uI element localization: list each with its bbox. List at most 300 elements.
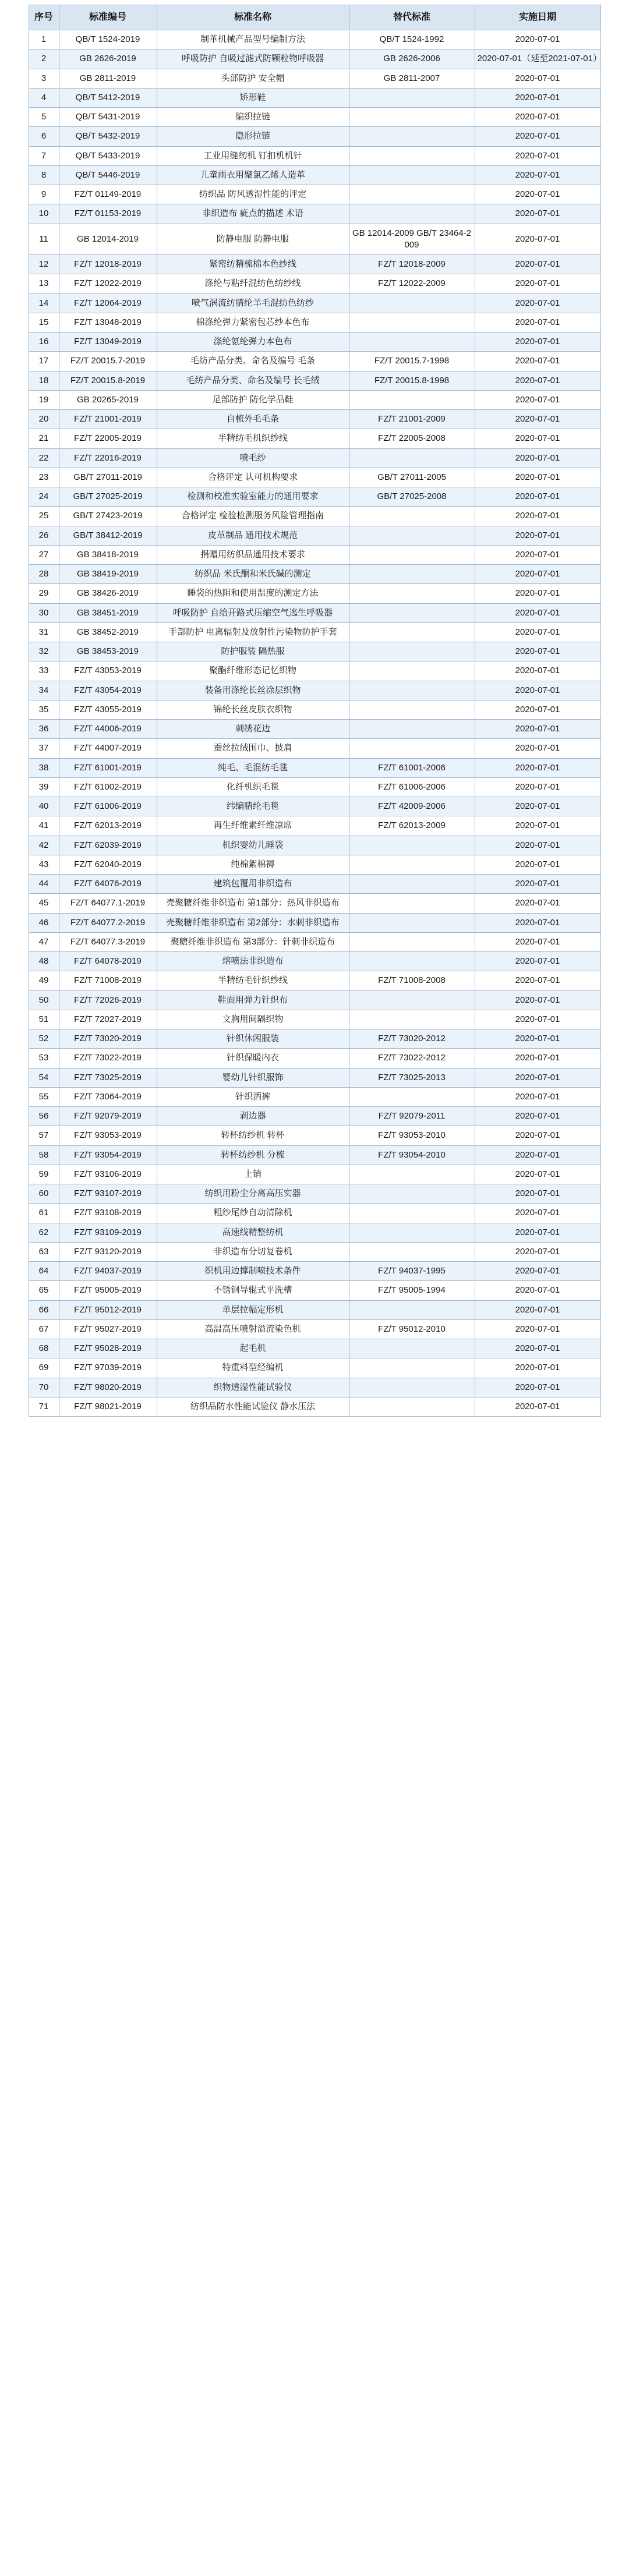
cell-standard-name: 壳聚糖纤维非织造布 第1部分：热风非织造布 <box>157 894 349 913</box>
cell-index: 36 <box>29 720 59 739</box>
table-row <box>29 1262 600 1281</box>
cell-standard-number: GB 38453-2019 <box>59 642 157 661</box>
cell-replaced-standard: GB 12014-2009 GB/T 23464-2009 <box>349 224 475 255</box>
table-row <box>29 1145 600 1165</box>
cell-replaced-standard <box>349 661 475 681</box>
cell-index: 30 <box>29 603 59 622</box>
cell-index: 27 <box>29 545 59 564</box>
cell-replaced-standard: GB 2811-2007 <box>349 69 475 88</box>
cell-index: 14 <box>29 293 59 313</box>
cell-standard-name: 矫形鞋 <box>157 88 349 107</box>
cell-standard-number: QB/T 5446-2019 <box>59 165 157 185</box>
cell-standard-number: FZ/T 13048-2019 <box>59 313 157 332</box>
table-row <box>29 642 600 661</box>
column-header-effective-date: 实施日期 <box>475 5 600 30</box>
cell-effective-date: 2020-07-01 <box>475 352 600 371</box>
table-row <box>29 1281 600 1300</box>
cell-index: 52 <box>29 1029 59 1049</box>
cell-standard-number: FZ/T 93108-2019 <box>59 1204 157 1223</box>
cell-standard-name: 不锈钢导辊式平洗槽 <box>157 1281 349 1300</box>
table-row <box>29 1378 600 1397</box>
cell-effective-date: 2020-07-01 <box>475 255 600 274</box>
cell-effective-date: 2020-07-01 <box>475 1107 600 1126</box>
cell-standard-number: FZ/T 95005-2019 <box>59 1281 157 1300</box>
table-row <box>29 526 600 545</box>
cell-standard-name: 聚糖纤维非织造布 第3部分：针刺非织造布 <box>157 932 349 951</box>
table-row <box>29 545 600 564</box>
cell-replaced-standard <box>349 165 475 185</box>
cell-standard-name: 建筑包覆用非织造布 <box>157 875 349 894</box>
table-row <box>29 797 600 816</box>
table-row <box>29 565 600 584</box>
cell-effective-date: 2020-07-01 <box>475 642 600 661</box>
cell-index: 35 <box>29 700 59 719</box>
table-row <box>29 108 600 127</box>
cell-effective-date: 2020-07-01 <box>475 1049 600 1068</box>
table-row <box>29 49 600 69</box>
cell-index: 2 <box>29 49 59 69</box>
cell-index: 53 <box>29 1049 59 1068</box>
cell-index: 20 <box>29 410 59 429</box>
cell-effective-date: 2020-07-01 <box>475 1068 600 1087</box>
cell-standard-number: FZ/T 12022-2019 <box>59 274 157 293</box>
cell-effective-date: 2020-07-01 <box>475 526 600 545</box>
cell-effective-date: 2020-07-01 <box>475 758 600 777</box>
cell-standard-name: 喷气涡流纺腈纶羊毛混纺色纺纱 <box>157 293 349 313</box>
cell-standard-name: 捐赠用纺织品通用技术要求 <box>157 545 349 564</box>
cell-standard-name: 剥边器 <box>157 1107 349 1126</box>
cell-standard-name: 机织婴幼儿睡袋 <box>157 836 349 855</box>
cell-standard-number: FZ/T 93053-2019 <box>59 1126 157 1145</box>
cell-replaced-standard <box>349 204 475 224</box>
cell-index: 15 <box>29 313 59 332</box>
cell-standard-name: 纬编腈纶毛毯 <box>157 797 349 816</box>
table-row <box>29 971 600 990</box>
cell-replaced-standard: FZ/T 12022-2009 <box>349 274 475 293</box>
cell-standard-name: 自梳外毛毛条 <box>157 410 349 429</box>
cell-standard-name: 装备用涤纶长丝涂层织物 <box>157 681 349 700</box>
cell-effective-date: 2020-07-01 <box>475 1145 600 1165</box>
cell-standard-name: 毛纺产品分类、命名及编号 长毛绒 <box>157 371 349 390</box>
cell-replaced-standard <box>349 622 475 642</box>
cell-index: 17 <box>29 352 59 371</box>
cell-standard-name: 防护服装 隔热服 <box>157 642 349 661</box>
cell-standard-number: FZ/T 22005-2019 <box>59 429 157 448</box>
cell-standard-number: FZ/T 64076-2019 <box>59 875 157 894</box>
cell-index: 32 <box>29 642 59 661</box>
cell-standard-number: GB 38426-2019 <box>59 584 157 603</box>
cell-index: 64 <box>29 1262 59 1281</box>
cell-index: 58 <box>29 1145 59 1165</box>
cell-standard-number: FZ/T 44007-2019 <box>59 739 157 758</box>
cell-effective-date: 2020-07-01 <box>475 69 600 88</box>
cell-standard-name: 纯毛、毛混纺毛毯 <box>157 758 349 777</box>
table-row <box>29 1223 600 1242</box>
cell-replaced-standard <box>349 390 475 409</box>
cell-standard-number: FZ/T 93109-2019 <box>59 1223 157 1242</box>
cell-effective-date: 2020-07-01 <box>475 1262 600 1281</box>
cell-standard-number: FZ/T 73025-2019 <box>59 1068 157 1087</box>
cell-index: 5 <box>29 108 59 127</box>
cell-standard-number: FZ/T 43054-2019 <box>59 681 157 700</box>
cell-index: 55 <box>29 1087 59 1106</box>
cell-standard-name: 皮革制品 通用技术规范 <box>157 526 349 545</box>
column-header-standard-number: 标准编号 <box>59 5 157 30</box>
cell-replaced-standard <box>349 1010 475 1029</box>
cell-replaced-standard: FZ/T 92079-2011 <box>349 1107 475 1126</box>
table-row <box>29 1049 600 1068</box>
cell-effective-date: 2020-07-01 <box>475 88 600 107</box>
cell-standard-number: FZ/T 95012-2019 <box>59 1300 157 1319</box>
table-row <box>29 293 600 313</box>
cell-index: 71 <box>29 1397 59 1416</box>
cell-standard-number: FZ/T 93107-2019 <box>59 1184 157 1204</box>
cell-index: 23 <box>29 468 59 487</box>
cell-effective-date: 2020-07-01 <box>475 797 600 816</box>
table-row <box>29 875 600 894</box>
cell-replaced-standard <box>349 681 475 700</box>
cell-replaced-standard: FZ/T 20015.8-1998 <box>349 371 475 390</box>
cell-standard-name: 呼吸防护 自给开路式压缩空气逃生呼吸器 <box>157 603 349 622</box>
cell-index: 39 <box>29 777 59 797</box>
table-row <box>29 1068 600 1087</box>
cell-standard-name: 紧密纺精梳棉本色纱线 <box>157 255 349 274</box>
table-row <box>29 371 600 390</box>
cell-index: 6 <box>29 127 59 146</box>
table-row <box>29 1300 600 1319</box>
cell-standard-name: 纺织品 米氏酮和米氏碱的测定 <box>157 565 349 584</box>
cell-index: 60 <box>29 1184 59 1204</box>
cell-standard-name: 鞋面用弹力针织布 <box>157 990 349 1010</box>
cell-replaced-standard: FZ/T 71008-2008 <box>349 971 475 990</box>
cell-index: 46 <box>29 913 59 932</box>
cell-replaced-standard <box>349 1204 475 1223</box>
cell-replaced-standard <box>349 855 475 874</box>
cell-standard-number: FZ/T 43053-2019 <box>59 661 157 681</box>
cell-replaced-standard <box>349 642 475 661</box>
cell-standard-number: GB 38452-2019 <box>59 622 157 642</box>
cell-index: 57 <box>29 1126 59 1145</box>
cell-index: 28 <box>29 565 59 584</box>
cell-index: 40 <box>29 797 59 816</box>
cell-replaced-standard <box>349 1300 475 1319</box>
cell-replaced-standard <box>349 720 475 739</box>
cell-standard-name: 织物透湿性能试验仪 <box>157 1378 349 1397</box>
cell-standard-number: GB/T 27423-2019 <box>59 507 157 526</box>
column-header-standard-name: 标准名称 <box>157 5 349 30</box>
cell-standard-name: 转杯纺纱机 分梳 <box>157 1145 349 1165</box>
cell-effective-date: 2020-07-01 <box>475 700 600 719</box>
cell-index: 22 <box>29 448 59 468</box>
cell-index: 3 <box>29 69 59 88</box>
cell-replaced-standard: FZ/T 42009-2006 <box>349 797 475 816</box>
cell-effective-date: 2020-07-01 <box>475 127 600 146</box>
cell-effective-date: 2020-07-01 <box>475 332 600 352</box>
cell-replaced-standard <box>349 127 475 146</box>
cell-standard-name: 蚕丝拉绒围巾、披肩 <box>157 739 349 758</box>
cell-standard-name: 非织造布分切复卷机 <box>157 1242 349 1261</box>
cell-index: 31 <box>29 622 59 642</box>
cell-replaced-standard <box>349 894 475 913</box>
cell-effective-date: 2020-07-01 <box>475 836 600 855</box>
table-row <box>29 88 600 107</box>
cell-index: 49 <box>29 971 59 990</box>
cell-index: 10 <box>29 204 59 224</box>
cell-effective-date: 2020-07-01 <box>475 681 600 700</box>
cell-replaced-standard <box>349 146 475 165</box>
cell-replaced-standard <box>349 1184 475 1204</box>
cell-standard-number: QB/T 5432-2019 <box>59 127 157 146</box>
cell-index: 54 <box>29 1068 59 1087</box>
cell-replaced-standard <box>349 584 475 603</box>
cell-effective-date: 2020-07-01 <box>475 1165 600 1184</box>
cell-standard-number: FZ/T 95028-2019 <box>59 1339 157 1358</box>
cell-effective-date: 2020-07-01 <box>475 1281 600 1300</box>
cell-standard-number: QB/T 5412-2019 <box>59 88 157 107</box>
cell-standard-name: 合格评定 认可机构要求 <box>157 468 349 487</box>
table-row <box>29 224 600 255</box>
table-row <box>29 146 600 165</box>
cell-effective-date: 2020-07-01 <box>475 204 600 224</box>
cell-replaced-standard: FZ/T 22005-2008 <box>349 429 475 448</box>
cell-replaced-standard <box>349 507 475 526</box>
cell-standard-number: FZ/T 64077.3-2019 <box>59 932 157 951</box>
cell-standard-number: FZ/T 61001-2019 <box>59 758 157 777</box>
table-row <box>29 700 600 719</box>
cell-standard-number: FZ/T 20015.8-2019 <box>59 371 157 390</box>
cell-effective-date: 2020-07-01 <box>475 1223 600 1242</box>
cell-standard-name: 特重料型经编机 <box>157 1358 349 1378</box>
cell-standard-name: 工业用缝纫机 钉扣机机针 <box>157 146 349 165</box>
cell-standard-name: 半精纺毛针织纱线 <box>157 971 349 990</box>
table-row <box>29 468 600 487</box>
table-row <box>29 429 600 448</box>
cell-index: 34 <box>29 681 59 700</box>
cell-replaced-standard <box>349 1378 475 1397</box>
cell-index: 43 <box>29 855 59 874</box>
cell-replaced-standard <box>349 875 475 894</box>
cell-index: 38 <box>29 758 59 777</box>
cell-effective-date: 2020-07-01 <box>475 1010 600 1029</box>
cell-effective-date: 2020-07-01 <box>475 507 600 526</box>
table-row <box>29 952 600 971</box>
cell-replaced-standard <box>349 990 475 1010</box>
cell-effective-date: 2020-07-01 <box>475 971 600 990</box>
cell-replaced-standard <box>349 526 475 545</box>
table-row <box>29 1319 600 1339</box>
table-row <box>29 487 600 507</box>
cell-standard-name: 针织保暖内衣 <box>157 1049 349 1068</box>
cell-index: 44 <box>29 875 59 894</box>
cell-replaced-standard: GB/T 27011-2005 <box>349 468 475 487</box>
cell-replaced-standard <box>349 332 475 352</box>
cell-standard-name: 纺织品 防风透湿性能的评定 <box>157 185 349 204</box>
cell-standard-number: GB/T 27025-2019 <box>59 487 157 507</box>
table-row <box>29 681 600 700</box>
cell-standard-number: QB/T 1524-2019 <box>59 30 157 49</box>
cell-standard-number: GB 38451-2019 <box>59 603 157 622</box>
cell-effective-date: 2020-07-01 <box>475 468 600 487</box>
cell-standard-number: GB 38418-2019 <box>59 545 157 564</box>
cell-standard-name: 头部防护 安全帽 <box>157 69 349 88</box>
cell-replaced-standard: FZ/T 73020-2012 <box>349 1029 475 1049</box>
cell-effective-date: 2020-07-01 <box>475 429 600 448</box>
cell-replaced-standard <box>349 739 475 758</box>
cell-effective-date: 2020-07-01 <box>475 1087 600 1106</box>
table-row <box>29 448 600 468</box>
cell-index: 21 <box>29 429 59 448</box>
cell-effective-date: 2020-07-01 <box>475 1378 600 1397</box>
cell-standard-number: FZ/T 12064-2019 <box>59 293 157 313</box>
cell-standard-name: 睡袋的热阻和使用温度的测定方法 <box>157 584 349 603</box>
table-row <box>29 816 600 836</box>
cell-standard-number: FZ/T 64077.2-2019 <box>59 913 157 932</box>
document-page <box>0 5 629 2576</box>
cell-index: 18 <box>29 371 59 390</box>
cell-standard-number: GB 20265-2019 <box>59 390 157 409</box>
table-row <box>29 1107 600 1126</box>
cell-replaced-standard <box>349 1397 475 1416</box>
cell-index: 48 <box>29 952 59 971</box>
cell-effective-date: 2020-07-01 <box>475 108 600 127</box>
cell-standard-name: 非织造布 疵点的描述 术语 <box>157 204 349 224</box>
cell-effective-date: 2020-07-01 <box>475 855 600 874</box>
cell-index: 8 <box>29 165 59 185</box>
cell-replaced-standard <box>349 932 475 951</box>
cell-index: 33 <box>29 661 59 681</box>
cell-replaced-standard <box>349 700 475 719</box>
table-body <box>29 30 600 1417</box>
cell-effective-date: 2020-07-01 <box>475 390 600 409</box>
table-row <box>29 1397 600 1416</box>
cell-standard-name: 粗纱尾纱自动清除机 <box>157 1204 349 1223</box>
cell-effective-date: 2020-07-01 <box>475 739 600 758</box>
cell-effective-date: 2020-07-01 <box>475 1397 600 1416</box>
cell-standard-name: 涤纶与粘纤混纺色纺纱线 <box>157 274 349 293</box>
cell-index: 69 <box>29 1358 59 1378</box>
cell-index: 59 <box>29 1165 59 1184</box>
cell-standard-name: 起毛机 <box>157 1339 349 1358</box>
cell-standard-number: FZ/T 98021-2019 <box>59 1397 157 1416</box>
cell-standard-name: 锦纶长丝皮肤衣织物 <box>157 700 349 719</box>
cell-replaced-standard: FZ/T 95012-2010 <box>349 1319 475 1339</box>
cell-standard-number: FZ/T 43055-2019 <box>59 700 157 719</box>
cell-standard-name: 再生纤维素纤维凉席 <box>157 816 349 836</box>
cell-index: 24 <box>29 487 59 507</box>
cell-standard-name: 涤纶氨纶弹力本色布 <box>157 332 349 352</box>
cell-standard-number: FZ/T 21001-2019 <box>59 410 157 429</box>
standards-table <box>29 5 601 1417</box>
cell-standard-name: 针织休闲服装 <box>157 1029 349 1049</box>
cell-replaced-standard <box>349 313 475 332</box>
cell-standard-name: 手部防护 电离辐射及放射性污染物防护手套 <box>157 622 349 642</box>
cell-replaced-standard <box>349 1242 475 1261</box>
cell-effective-date: 2020-07-01 <box>475 293 600 313</box>
cell-standard-name: 编织拉链 <box>157 108 349 127</box>
cell-index: 51 <box>29 1010 59 1029</box>
cell-replaced-standard: FZ/T 20015.7-1998 <box>349 352 475 371</box>
cell-standard-name: 防静电服 防静电服 <box>157 224 349 255</box>
cell-standard-name: 高速线精整纺机 <box>157 1223 349 1242</box>
cell-standard-name: 隐形拉链 <box>157 127 349 146</box>
cell-index: 7 <box>29 146 59 165</box>
cell-effective-date: 2020-07-01 <box>475 777 600 797</box>
cell-standard-number: FZ/T 20015.7-2019 <box>59 352 157 371</box>
table-row <box>29 332 600 352</box>
table-row <box>29 165 600 185</box>
cell-replaced-standard <box>349 1087 475 1106</box>
cell-standard-name: 检测和校准实验室能力的通用要求 <box>157 487 349 507</box>
table-row <box>29 255 600 274</box>
cell-effective-date: 2020-07-01 <box>475 185 600 204</box>
table-row <box>29 777 600 797</box>
cell-replaced-standard: FZ/T 73025-2013 <box>349 1068 475 1087</box>
table-row <box>29 1010 600 1029</box>
cell-index: 16 <box>29 332 59 352</box>
table-row <box>29 855 600 874</box>
cell-standard-number: FZ/T 72026-2019 <box>59 990 157 1010</box>
table-row <box>29 836 600 855</box>
cell-index: 67 <box>29 1319 59 1339</box>
cell-standard-name: 纺织品防水性能试验仪 静水压法 <box>157 1397 349 1416</box>
table-row <box>29 30 600 49</box>
cell-replaced-standard: FZ/T 61001-2006 <box>349 758 475 777</box>
cell-effective-date: 2020-07-01 <box>475 224 600 255</box>
table-row <box>29 758 600 777</box>
cell-index: 66 <box>29 1300 59 1319</box>
cell-standard-name: 制革机械产品型号编制方法 <box>157 30 349 49</box>
table-row <box>29 1126 600 1145</box>
table-row <box>29 185 600 204</box>
cell-standard-number: FZ/T 92079-2019 <box>59 1107 157 1126</box>
cell-standard-number: FZ/T 72027-2019 <box>59 1010 157 1029</box>
cell-standard-number: FZ/T 93054-2019 <box>59 1145 157 1165</box>
cell-effective-date: 2020-07-01 <box>475 30 600 49</box>
cell-index: 19 <box>29 390 59 409</box>
cell-effective-date: 2020-07-01 <box>475 990 600 1010</box>
cell-index: 70 <box>29 1378 59 1397</box>
cell-standard-name: 婴幼儿针织服饰 <box>157 1068 349 1087</box>
cell-index: 47 <box>29 932 59 951</box>
cell-effective-date: 2020-07-01 <box>475 410 600 429</box>
cell-replaced-standard: FZ/T 94037-1995 <box>349 1262 475 1281</box>
cell-effective-date: 2020-07-01 <box>475 894 600 913</box>
cell-standard-name: 喷毛纱 <box>157 448 349 468</box>
cell-replaced-standard: FZ/T 12018-2009 <box>349 255 475 274</box>
cell-effective-date: 2020-07-01（延至2021-07-01） <box>475 49 600 69</box>
cell-replaced-standard <box>349 545 475 564</box>
cell-effective-date: 2020-07-01 <box>475 1029 600 1049</box>
cell-index: 29 <box>29 584 59 603</box>
cell-effective-date: 2020-07-01 <box>475 622 600 642</box>
cell-standard-number: FZ/T 93120-2019 <box>59 1242 157 1261</box>
cell-standard-number: FZ/T 97039-2019 <box>59 1358 157 1378</box>
cell-replaced-standard: QB/T 1524-1992 <box>349 30 475 49</box>
cell-effective-date: 2020-07-01 <box>475 584 600 603</box>
table-row <box>29 410 600 429</box>
cell-replaced-standard <box>349 1223 475 1242</box>
cell-replaced-standard <box>349 1165 475 1184</box>
table-row <box>29 274 600 293</box>
cell-effective-date: 2020-07-01 <box>475 913 600 932</box>
cell-replaced-standard: GB 2626-2006 <box>349 49 475 69</box>
cell-effective-date: 2020-07-01 <box>475 1242 600 1261</box>
cell-standard-number: GB 12014-2019 <box>59 224 157 255</box>
cell-effective-date: 2020-07-01 <box>475 932 600 951</box>
cell-standard-number: FZ/T 94037-2019 <box>59 1262 157 1281</box>
cell-standard-number: FZ/T 62013-2019 <box>59 816 157 836</box>
cell-index: 1 <box>29 30 59 49</box>
